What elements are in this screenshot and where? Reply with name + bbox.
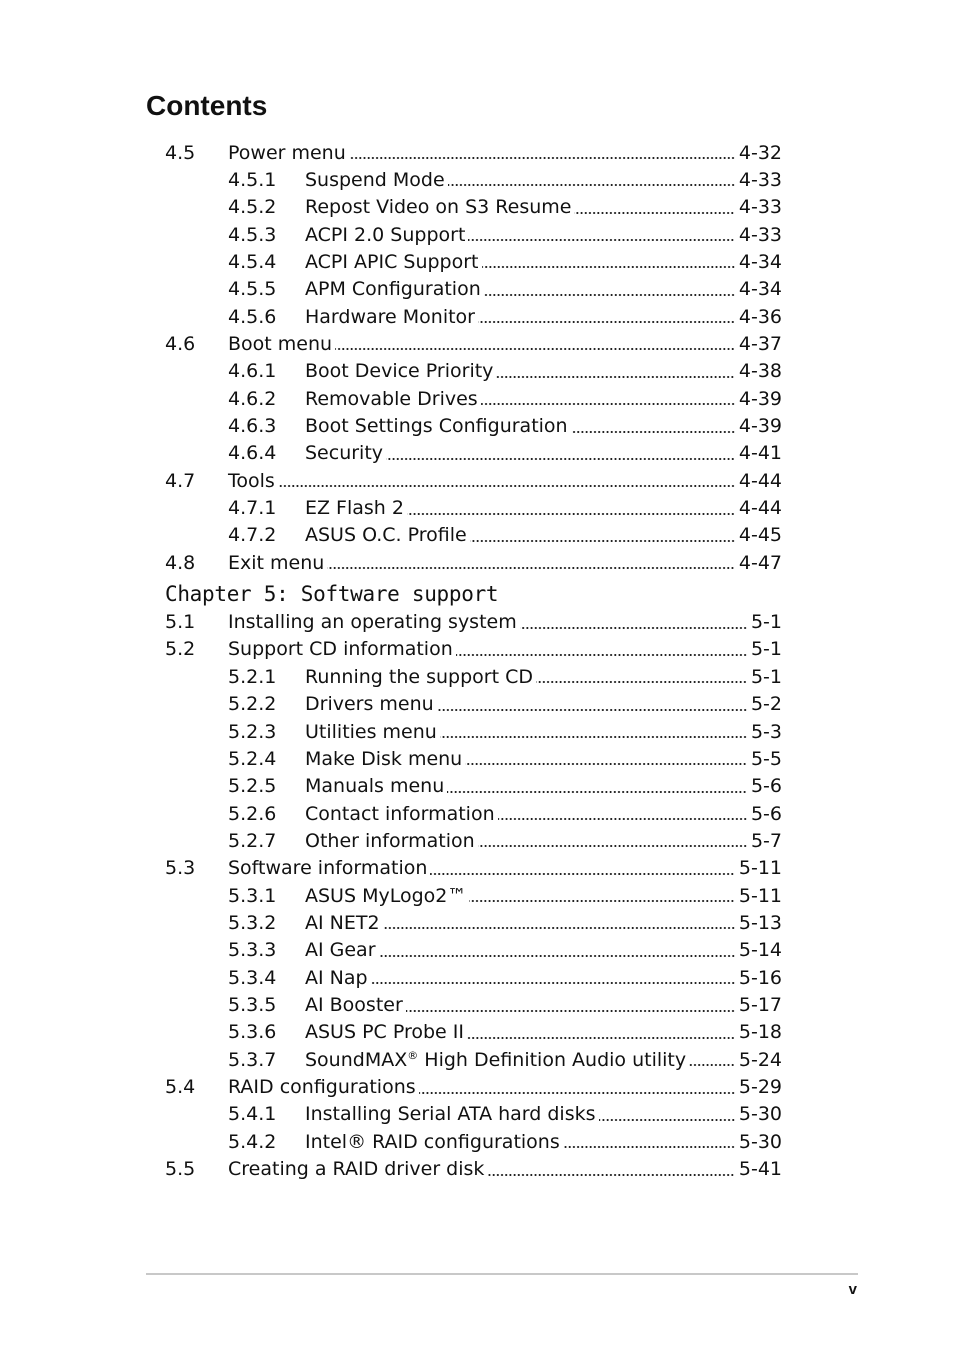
- toc-entry-page: 5-1: [750, 665, 782, 688]
- toc-entry-number: 5.2.7: [228, 829, 277, 852]
- toc-entry[interactable]: [165, 609, 782, 636]
- toc-entry-title: ASUS PC Probe II: [305, 1021, 464, 1044]
- dot-leader: [419, 1092, 735, 1094]
- toc-entry-number: 5.2.5: [228, 775, 277, 798]
- page-title: Contents: [146, 90, 268, 121]
- toc-entry-title: AI Gear: [305, 939, 376, 962]
- toc-entry[interactable]: [228, 992, 782, 1019]
- toc-entry-number: 5.2.3: [228, 720, 277, 743]
- toc-entry-number: 4.5.6: [228, 305, 277, 328]
- dot-leader: [407, 513, 735, 515]
- toc-entry-number: 4.5.5: [228, 278, 277, 301]
- toc-entry-page: 4-47: [738, 551, 782, 574]
- dot-leader: [430, 873, 734, 875]
- toc-entry[interactable]: [165, 855, 782, 882]
- toc-entry[interactable]: [228, 1101, 782, 1128]
- toc-entry-page: 4-34: [738, 250, 782, 273]
- toc-entry[interactable]: [228, 800, 782, 827]
- chapter-heading: Chapter 5: Software support: [165, 581, 499, 606]
- toc-entry-title: Boot menu: [228, 332, 333, 355]
- toc-entry-number: 5.2.1: [228, 665, 277, 688]
- toc-entry[interactable]: [228, 909, 782, 936]
- toc-entry-number: 4.6.4: [228, 442, 277, 465]
- toc-entry-page: 5-6: [750, 802, 782, 825]
- toc-entry-title: Make Disk menu: [305, 747, 463, 770]
- registered-mark: ®: [407, 1048, 419, 1062]
- toc-entry-number: 4.5.3: [228, 223, 277, 246]
- toc-entry[interactable]: [228, 718, 782, 745]
- toc-entry-title: RAID configurations: [228, 1076, 416, 1099]
- dot-leader: [487, 1174, 734, 1176]
- toc-entry[interactable]: [228, 1128, 782, 1155]
- toc-entry-title: ASUS O.C. Profile: [305, 524, 467, 547]
- toc-entry-title: ASUS MyLogo2™: [305, 884, 467, 907]
- dot-leader: [478, 321, 735, 323]
- toc-entry[interactable]: [228, 221, 782, 248]
- toc-entry-page: 4-41: [738, 442, 782, 465]
- toc-entry-page: 4-45: [738, 524, 782, 547]
- toc-entry-number: 5.3: [165, 857, 196, 880]
- toc-entry-title: AI Booster: [305, 994, 403, 1016]
- dot-leader: [563, 1146, 735, 1148]
- toc-entry-page: 4-39: [738, 387, 782, 410]
- toc-entry-page: 5-30: [738, 1130, 782, 1153]
- toc-entry-title: AI NET2: [305, 911, 380, 934]
- toc-entry[interactable]: [165, 139, 782, 166]
- dot-leader: [536, 681, 747, 683]
- toc-entry[interactable]: [228, 166, 782, 193]
- dot-leader: [335, 348, 735, 350]
- toc-entry[interactable]: [228, 440, 782, 467]
- toc-entry-title: Intel® RAID configurations: [305, 1130, 560, 1153]
- dot-leader: [498, 818, 747, 820]
- toc-entry-page: 5-16: [738, 966, 782, 989]
- toc-entry-page: 5-7: [750, 829, 782, 852]
- toc-entry-title: Boot Device Priority: [305, 360, 494, 383]
- toc-entry-page: 5-24: [738, 1048, 782, 1071]
- dot-leader: [470, 540, 735, 542]
- toc-entry[interactable]: [228, 1046, 782, 1073]
- dot-leader: [599, 1119, 735, 1121]
- dot-leader: [406, 1010, 735, 1012]
- toc-entry-page: 4-44: [738, 497, 782, 520]
- toc-entry-page: 4-34: [738, 278, 782, 301]
- toc-entry-page: 5-11: [738, 857, 782, 880]
- toc-entry[interactable]: [228, 882, 782, 909]
- dot-leader: [383, 927, 735, 929]
- toc-entry-number: 4.6.1: [228, 360, 277, 383]
- toc-entry-title: Contact information: [305, 802, 495, 825]
- toc-entry-number: 4.6: [165, 332, 196, 355]
- toc-entry-title: Creating a RAID driver disk: [228, 1158, 485, 1181]
- toc-entry[interactable]: [165, 467, 782, 494]
- toc-entry-page: 4-33: [738, 223, 782, 246]
- toc-entry[interactable]: [228, 1019, 782, 1046]
- dot-leader: [379, 955, 735, 957]
- toc-entry-number: 5.2: [165, 638, 196, 661]
- toc-entry[interactable]: [165, 330, 782, 357]
- toc-entry-page: 5-14: [738, 939, 782, 962]
- toc-entry-number: 5.2.2: [228, 693, 277, 716]
- dot-leader: [349, 157, 735, 159]
- toc-entry[interactable]: [228, 358, 782, 385]
- toc-entry[interactable]: [228, 827, 782, 854]
- toc-entry[interactable]: [228, 691, 782, 718]
- dot-leader: [278, 485, 735, 487]
- toc-entry[interactable]: [228, 385, 782, 412]
- toc-entry-page: 4-44: [738, 469, 782, 492]
- toc-entry-number: 5.3.5: [228, 994, 277, 1016]
- toc-entry[interactable]: [228, 745, 782, 772]
- toc-entry-number: 4.5: [165, 141, 196, 164]
- toc-entry-number: 5.3.3: [228, 939, 277, 962]
- toc-entry-title: ACPI 2.0 Support: [305, 223, 466, 246]
- dot-leader: [478, 845, 747, 847]
- dot-leader: [467, 1037, 735, 1039]
- toc-entry[interactable]: [165, 636, 782, 663]
- toc-entry-number: 5.3.4: [228, 966, 277, 989]
- footer-rule: [146, 1273, 858, 1275]
- toc-entry-number: 5.3.7: [228, 1048, 277, 1071]
- dot-leader: [571, 431, 735, 433]
- toc-entry-page: 5-11: [738, 884, 782, 907]
- toc-entry[interactable]: [228, 773, 782, 800]
- dot-leader: [371, 982, 735, 984]
- dot-leader: [465, 763, 747, 765]
- toc-entry[interactable]: [228, 964, 782, 991]
- toc-entry-number: 5.3.6: [228, 1021, 277, 1044]
- dot-leader: [689, 1064, 735, 1066]
- toc-entry-title: Repost Video on S3 Resume: [305, 196, 572, 219]
- toc-entry-number: 5.1: [165, 611, 196, 634]
- toc-entry-page: 5-18: [738, 1021, 782, 1044]
- dot-leader: [484, 294, 735, 296]
- toc-entry[interactable]: [228, 937, 782, 964]
- toc-entry-number: 4.5.2: [228, 196, 277, 219]
- toc-entry-number: 4.7.2: [228, 524, 277, 547]
- toc-entry[interactable]: [228, 522, 782, 549]
- toc-entry-number: 4.8: [165, 551, 196, 574]
- dot-leader: [468, 239, 734, 241]
- dot-leader: [520, 627, 747, 629]
- toc-entry-page: 4-36: [738, 305, 782, 328]
- toc-entry-title: APM Configuration: [305, 278, 481, 301]
- toc-entry-page: 5-29: [738, 1076, 782, 1099]
- toc-entry-title: Boot Settings Configuration: [305, 415, 568, 437]
- toc-entry-page: 4-39: [738, 415, 782, 437]
- dot-leader: [386, 458, 735, 460]
- dot-leader: [447, 791, 747, 793]
- dot-leader: [327, 567, 735, 569]
- dot-leader: [496, 376, 734, 378]
- toc-entry-number: 5.3.2: [228, 911, 277, 934]
- toc-entry-title: Installing an operating system: [228, 611, 517, 634]
- dot-leader: [482, 266, 735, 268]
- toc-entry-page: 5-6: [750, 775, 782, 798]
- toc-entry-number: 4.7.1: [228, 497, 277, 520]
- toc-entry-title: Suspend Mode: [305, 168, 445, 191]
- toc-entry-title: Hardware Monitor: [305, 305, 475, 328]
- toc-entry-page: 5-5: [750, 747, 782, 770]
- toc-entry-page: 5-41: [738, 1158, 782, 1181]
- toc-entry-title: Tools: [228, 469, 275, 492]
- toc-entry[interactable]: [228, 413, 782, 440]
- toc-entry-title: Utilities menu: [305, 720, 437, 743]
- toc-entry-number: 5.4.2: [228, 1130, 277, 1153]
- toc-entry-number: 4.5.4: [228, 250, 277, 273]
- dot-leader: [437, 709, 747, 711]
- toc-entry-title: Exit menu: [228, 551, 325, 574]
- toc-entry-title: Power menu: [228, 141, 346, 164]
- toc-entry-number: 5.2.6: [228, 802, 277, 825]
- toc-entry[interactable]: [228, 276, 782, 303]
- toc-entry-title: EZ Flash 2: [305, 497, 404, 520]
- toc-entry-page: 5-1: [750, 611, 782, 634]
- dot-leader: [469, 900, 735, 902]
- toc-entry[interactable]: [228, 495, 782, 522]
- dot-leader: [448, 184, 735, 186]
- toc-entry-page: 5-30: [738, 1103, 782, 1126]
- toc-entry-page: 5-2: [750, 693, 782, 716]
- toc-entry-page: 5-13: [738, 911, 782, 934]
- toc-entry[interactable]: [228, 248, 782, 275]
- toc-entry[interactable]: [165, 1156, 782, 1183]
- dot-leader: [481, 403, 735, 405]
- toc-entry[interactable]: [165, 1074, 782, 1101]
- toc-entry-number: 4.6.2: [228, 387, 277, 410]
- toc-entry-page: 5-1: [750, 638, 782, 661]
- dot-leader: [456, 654, 747, 656]
- toc-entry-title: [305, 1049, 686, 1071]
- dot-leader: [574, 212, 734, 214]
- toc-entry-number: 4.7: [165, 469, 196, 492]
- toc-entry-number: 4.6.3: [228, 415, 277, 437]
- toc-entry-page: 5-3: [750, 720, 782, 743]
- toc-entry-page: 4-37: [738, 332, 782, 355]
- toc-entry[interactable]: [228, 303, 782, 330]
- toc-entry[interactable]: [228, 194, 782, 221]
- toc-entry-title: Support CD information: [228, 638, 453, 661]
- toc-entry-number: 5.2.4: [228, 747, 277, 770]
- toc-entry[interactable]: [228, 663, 782, 690]
- toc-entry-title: Installing Serial ATA hard disks: [305, 1103, 596, 1126]
- toc-entry-number: 5.5: [165, 1158, 196, 1181]
- toc-entry-title: Software information: [228, 857, 428, 880]
- toc-entry-title: Running the support CD: [305, 665, 533, 688]
- toc-entry-number: 4.5.1: [228, 168, 277, 191]
- toc-entry-page: 4-38: [738, 360, 782, 383]
- toc-entry-page: 5-17: [738, 994, 782, 1016]
- toc-entry-page: 4-32: [738, 141, 782, 164]
- toc-entry-page: 4-33: [738, 168, 782, 191]
- toc-entry-number: 5.4.1: [228, 1103, 277, 1126]
- dot-leader: [440, 736, 747, 738]
- toc-entry-number: 5.3.1: [228, 884, 277, 907]
- toc-entry-page: 4-33: [738, 196, 782, 219]
- toc-entry-title: Drivers menu: [305, 693, 434, 716]
- page-number: v: [848, 1281, 857, 1298]
- toc-entry-title-text: SoundMAX: [305, 1048, 408, 1071]
- toc-entry[interactable]: [165, 549, 782, 576]
- toc-entry-title: AI Nap: [305, 966, 368, 989]
- toc-entry-title: Other information: [305, 829, 475, 852]
- toc-entry-title: Removable Drives: [305, 387, 478, 410]
- toc-entry-title: Security: [305, 442, 384, 465]
- toc-entry-title: ACPI APIC Support: [305, 250, 479, 273]
- toc-entry-number: 5.4: [165, 1076, 196, 1099]
- toc-entry-title-suffix: High Definition Audio utility: [418, 1048, 687, 1071]
- toc-entry-title: Manuals menu: [305, 775, 445, 798]
